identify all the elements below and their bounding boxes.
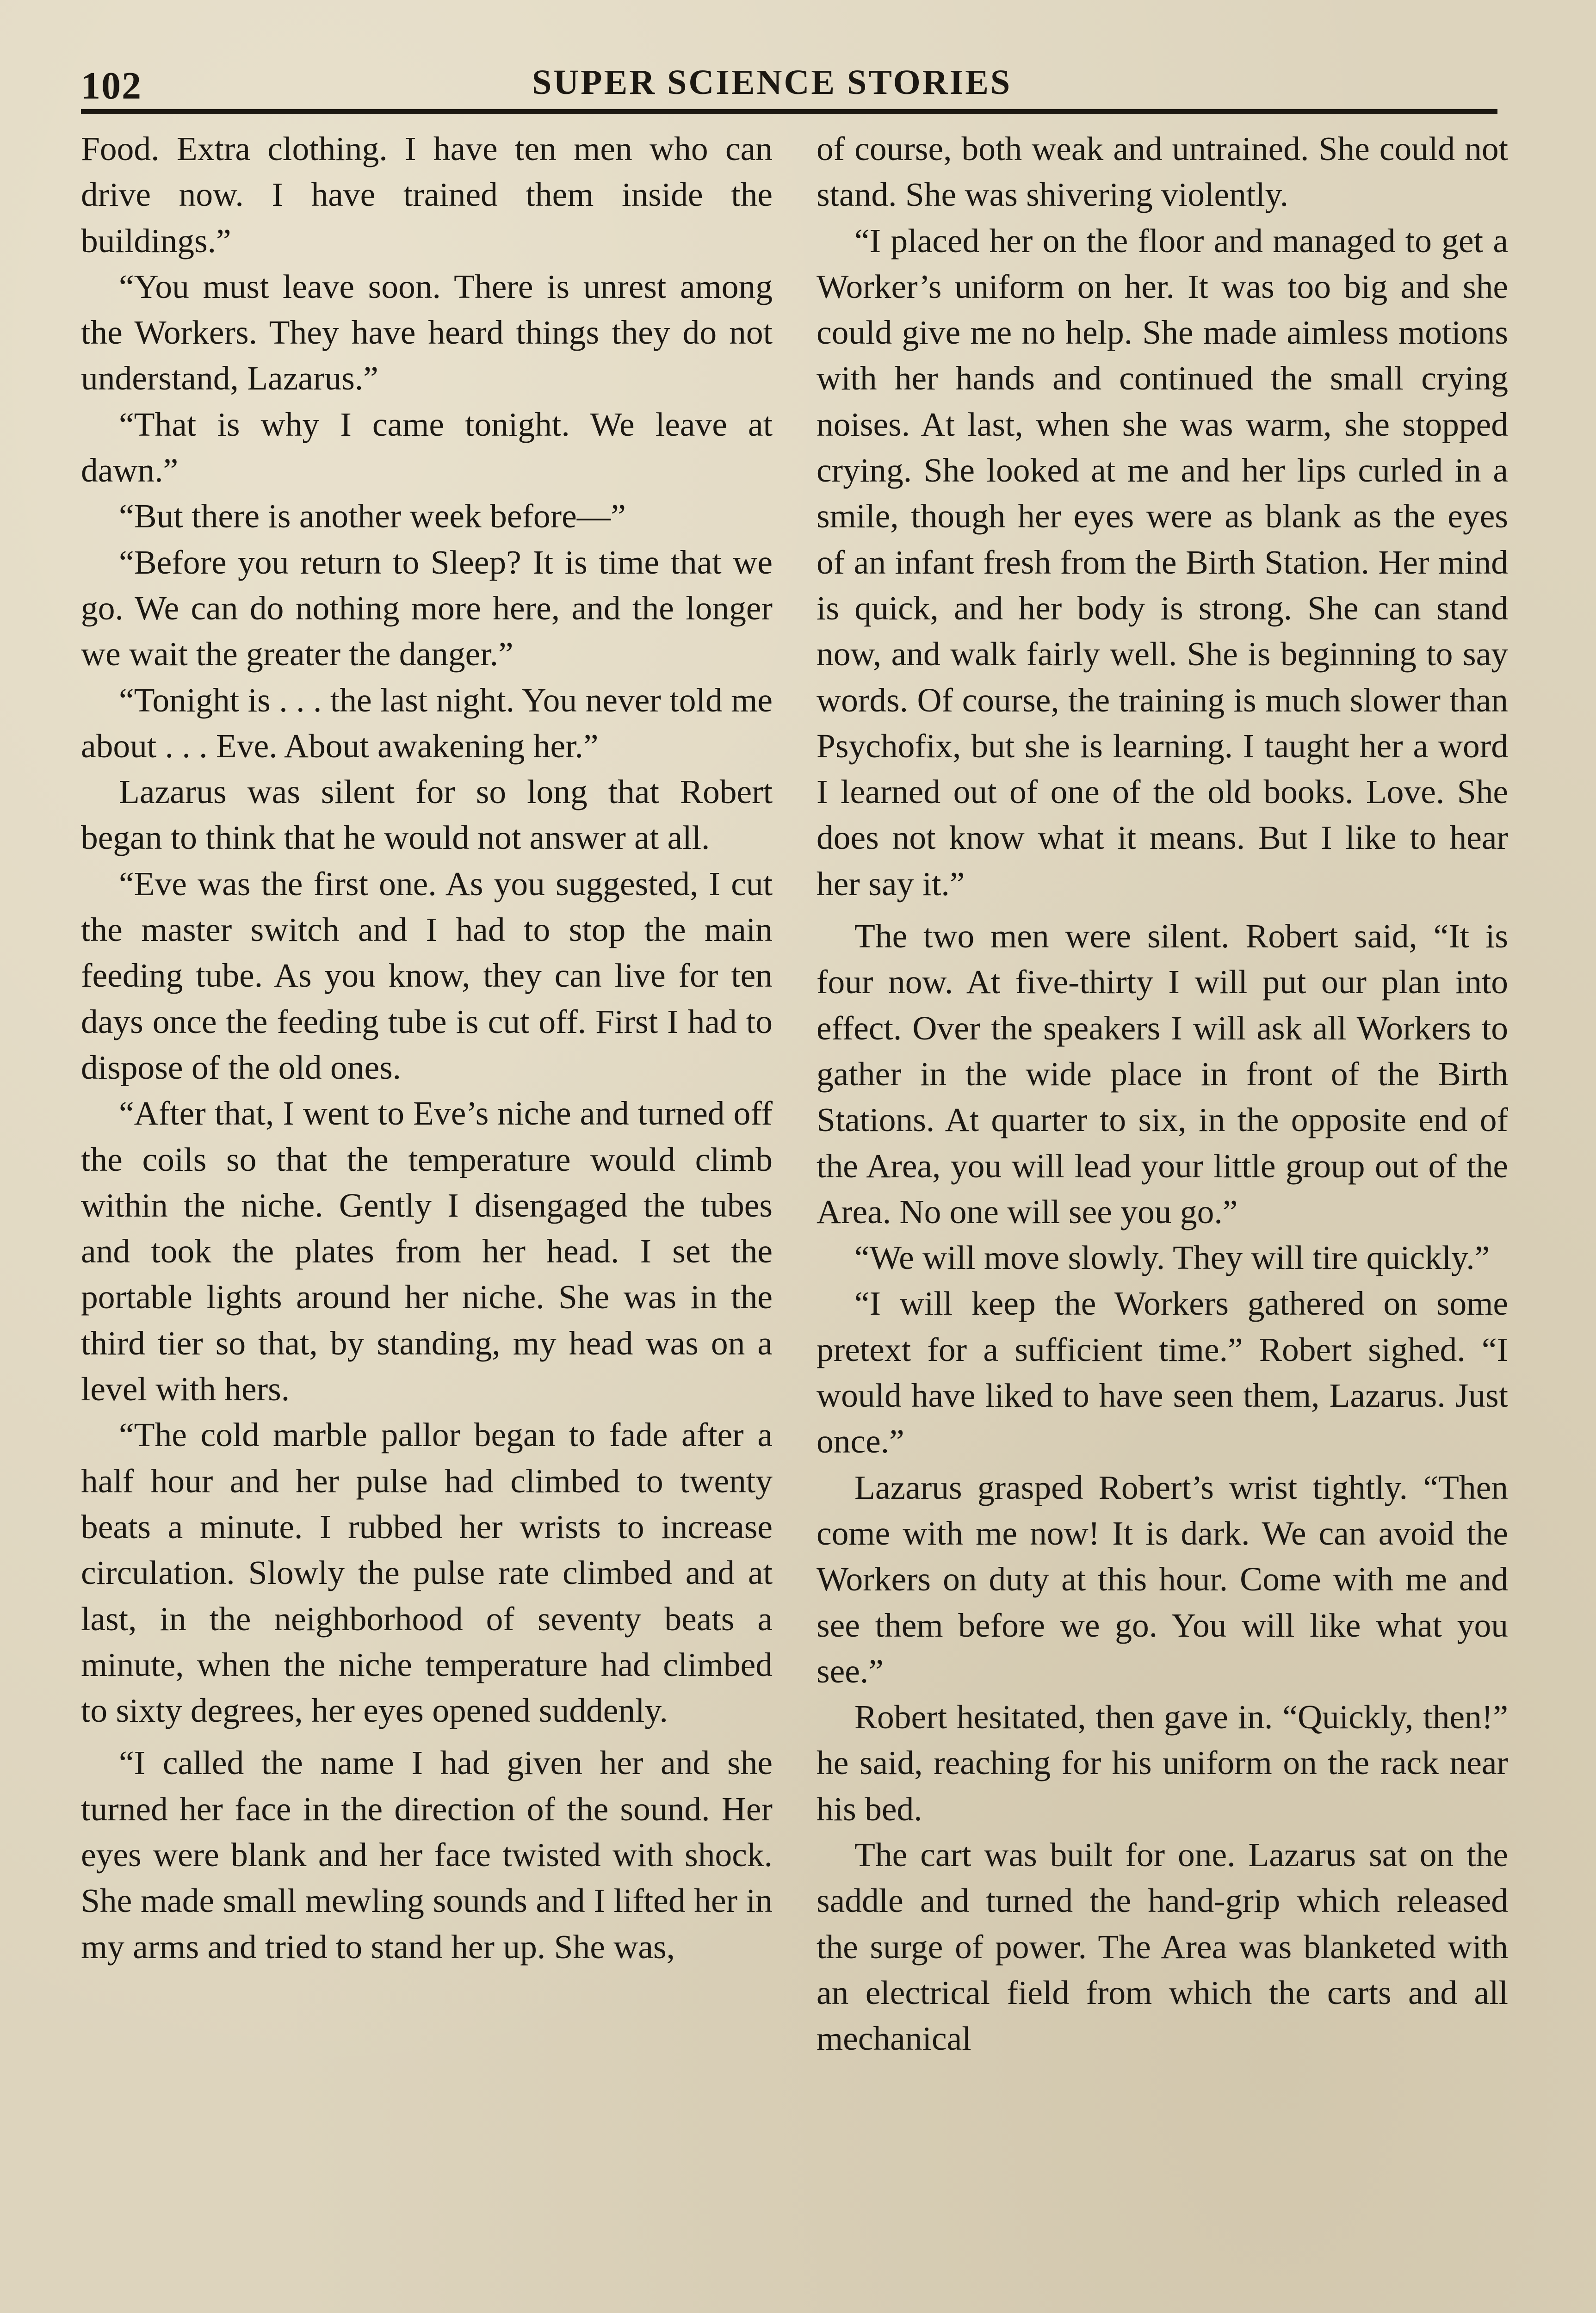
header-rule: [81, 109, 1497, 114]
paragraph: The cart was built for one. Lazarus sat on the saddle and turned the hand-grip which released the surge of power. The Area was blanketed with an electrical field from which the carts and all mechanical: [817, 1836, 1508, 2058]
paragraph: “But there is another week before—”: [119, 497, 626, 535]
page-header: [81, 59, 1497, 110]
paragraph: “You must leave soon. There is unrest among the Workers. They have heard things they do not understand, Lazarus.”: [81, 267, 773, 397]
paragraph: of course, both weak and untrained. She could not stand. She was shivering violently.: [817, 130, 1508, 214]
paragraph: “After that, I went to Eve’s niche and turned off the coils so that the temperature would climb within the niche. Gently I disengaged the tubes and took the plates from her head. I set the portable lights around her niche. She was in the third tier so that, by standing, my head was on a level with hers.: [81, 1095, 773, 1408]
right-column: [817, 126, 1508, 2061]
paragraph: Lazarus grasped Robert’s wrist tightly. “Then come with me now! It is dark. We can avoid the Workers on duty at this hour. Come with me and see them before we go. You will like what you see.”: [817, 1468, 1508, 1690]
paragraph: “We will move slowly. They will tire quickly.”: [854, 1239, 1490, 1277]
paragraph: “The cold marble pallor began to fade after a half hour and her pulse had climbed to twenty beats a minute. I rubbed her wrists to increase circulation. Slowly the pulse rate climbed and at last, in the neighborhood of seventy beats a minute, when the niche temperature had climbed to sixty degrees, her eyes opened suddenly.: [81, 1416, 773, 1730]
paragraph: “I will keep the Workers gathered on some pretext for a sufficient time.” Robert sighed. “I would have liked to have seen them, Lazarus. Just once.”: [817, 1285, 1508, 1460]
paragraph: Food. Extra clothing. I have ten men who can drive now. I have trained them inside the buildings.”: [81, 130, 773, 260]
paragraph: “I called the name I had given her and she turned her face in the direction of the sound. Her eyes were blank and her face twisted with shock. She made small mewling sounds and I lifted her in my arms and tried to stand her up. She was,: [81, 1744, 773, 1966]
paragraph: Lazarus was silent for so long that Robert began to think that he would not answer at all.: [81, 773, 773, 857]
left-column: [81, 126, 773, 1970]
paragraph: “Before you return to Sleep? It is time that we go. We can do nothing more here, and the longer we wait the greater the danger.”: [81, 543, 773, 673]
paragraph: “Tonight is . . . the last night. You never told me about . . . Eve. About awakening her.”: [81, 681, 773, 765]
running-head: SUPER SCIENCE STORIES: [532, 63, 1012, 102]
paragraph: “I placed her on the floor and managed to get a Worker’s uniform on her. It was too big and she could give me no help. She made aimless motions with her hands and continued the small crying noises. At last, when she was warm, she stopped crying. She looked at me and her lips curled in a smile, though her eyes were as blank as the eyes of an infant fresh from the Birth Station. Her mind is quick, and her body is strong. She can stand now, and walk fairly well. She is beginning to say words. Of course, the training is much slower than Psychofix, but she is learning. I taught her a word I learned out of one of the old books. Love. She does not know what it means. But I like to hear her say it.”: [817, 222, 1508, 903]
paragraph: “That is why I came tonight. We leave at dawn.”: [81, 405, 773, 489]
paragraph: Robert hesitated, then gave in. “Quickly, then!” he said, reaching for his uniform on the rack near his bed.: [817, 1698, 1508, 1828]
paragraph: “Eve was the first one. As you suggested, I cut the master switch and I had to stop the main feeding tube. As you know, they can live for ten days once the feeding tube is cut off. First I had to dispose of the old ones.: [81, 865, 773, 1086]
paragraph: The two men were silent. Robert said, “It is four now. At five-thirty I will put our plan into effect. Over the speakers I will ask all Workers to gather in the wide place in front of the Birth Stations. At quarter to six, in the opposite end of the Area, you will lead your little group out of the Area. No one will see you go.”: [817, 917, 1508, 1231]
page-number: 102: [81, 64, 142, 107]
